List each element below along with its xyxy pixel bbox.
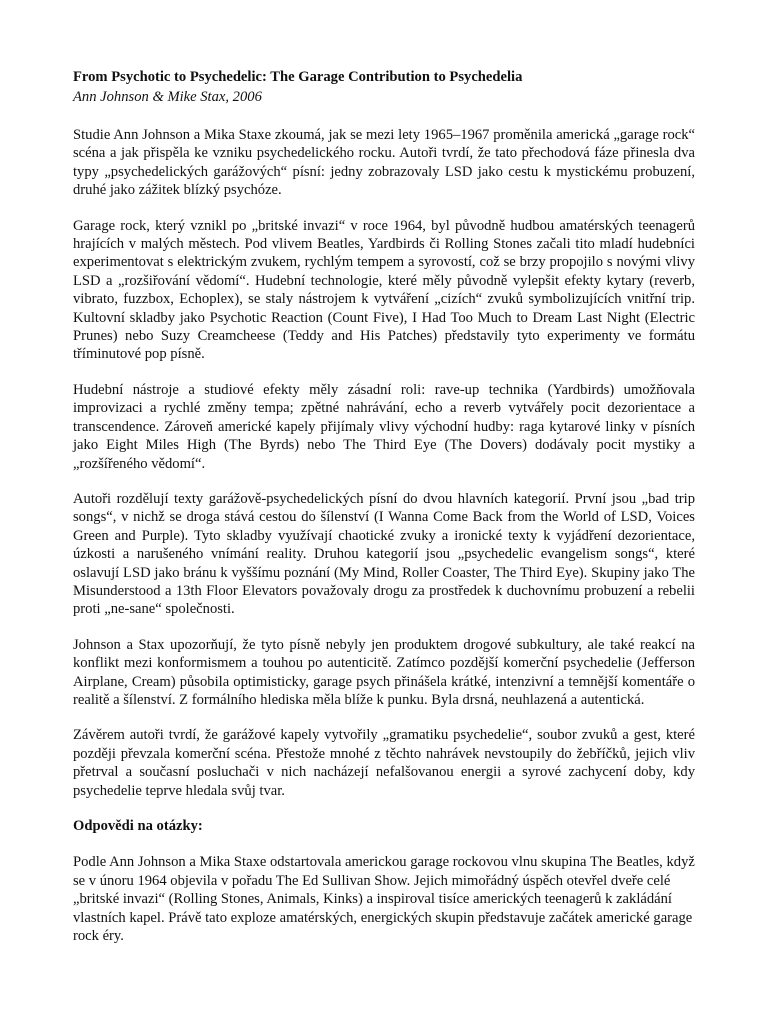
paragraph-intro: Studie Ann Johnson a Mika Staxe zkoumá, jak se mezi lety 1965–1967 proměnila americká „garage rock“ scéna a jak přispěla ke vzniku psychedelického rocku. Autoři tvrdí, že tato přechodová fáze přinesla dva typy „psychedelických garážových“ písní: jedny zobrazovaly LSD jako cestu k mystickému probuzení, druhé jako zážitek blízký psychóze. — [73, 127, 695, 199]
answer-paragraph: Podle Ann Johnson a Mika Staxe odstartovala americkou garage rockovou vlnu skupina The Beatles, když se v únoru 1964 objevila v pořadu The Ed Sullivan Show. Jejich mimořádný úspěch otevřel dveře celé „britské invazi“ (Rolling Stones, Animals, Kinks) a inspiroval tisíce amerických teenagerů k zakládání vlastních kapel. Právě tato exploze amatérských, energických skupin představuje začátek americké garage rock éry. — [73, 854, 695, 945]
paragraph-garage-rock: Garage rock, který vznikl po „britské invazi“ v roce 1964, byl původně hudbou amatérských teenagerů hrajících v malých městech. Pod vlivem Beatles, Yardbirds či Rolling Stones začali tito mladí hudebníci experimentovat s elektrickým zvukem, rychlým tempem a syrovostí, což se brzy propojilo s novými vlivy LSD a „rozšiřování vědomí“. Hudební technologie, které měly původně vylepšit efekty kytary (reverb, vibrato, fuzzbox, Echoplex), se staly nástrojem k vytváření „cizích“ zvuků symbolizujících vnitřní trip. Kultovní skladby jako Psychotic Reaction (Count Five), I Had Too Much to Dream Last Night (Electric Prunes) nebo Suzy Creamcheese (Teddy and His Patches) představily tyto experimenty ve formátu tříminutové pop písně. — [73, 217, 695, 363]
paragraph-subculture: Johnson a Stax upozorňují, že tyto písně nebyly jen produktem drogové subkultury, ale také reakcí na konflikt mezi konformismem a touhou po autenticitě. Zatímco pozdější komerční psychedelie (Jefferson Airplane, Cream) působila optimisticky, garage psych přinášela krátké, intenzivní a temnější komentáře o realitě a šílenství. Z formálního hlediska měla blíže k punku. Byla drsná, neuhlazená a autentická. — [73, 636, 695, 708]
paragraph-lyrics-categories: Autoři rozdělují texty garážově-psychedelických písní do dvou hlavních kategorií. První jsou „bad trip songs“, v nichž se droga stává cestou do šílenství (I Wanna Come Back from the World of LSD, Voices Green and Purple). Tyto skladby využívají chaotické zvuky a ironické texty k vyjádření dezorientace, úzkosti a narušeného vnímání reality. Druhou kategorií jsou „psychedelic evangelism songs“, které oslavují LSD jako bránu k vyššímu poznání (My Mind, Roller Coaster, The Third Eye). Skupiny jako The Misunderstood a 13th Floor Elevators považovaly drogu za prostředek k duchovnímu probuzení a rebelii proti „ne-sane“ společnosti. — [73, 490, 695, 618]
answers-heading: Odpovědi na otázky: — [73, 818, 203, 834]
document-page — [73, 67, 695, 962]
document-authors: Ann Johnson & Mike Stax, 2006 — [73, 89, 262, 105]
document-title: From Psychotic to Psychedelic: The Garage Contribution to Psychedelia — [73, 69, 523, 85]
paragraph-conclusion: Závěrem autoři tvrdí, že garážové kapely vytvořily „gramatiku psychedelie“, soubor zvuků a gest, které později převzala komerční scéna. Přestože mnohé z těchto nahrávek nevstoupily do žebříčků, jejich vliv přetrval a současní posluchači v nich nacházejí nefalšovanou energii a syrové zachycení doby, kdy psychedelie teprve hledala svůj tvar. — [73, 727, 695, 799]
paragraph-instruments: Hudební nástroje a studiové efekty měly zásadní roli: rave-up technika (Yardbirds) umožňovala improvizaci a rychlé změny tempa; zpětné nahrávání, echo a reverb vytvářely pocit dezorientace a transcendence. Zároveň americké kapely přijímaly vlivy východní hudby: raga kytarové linky v písních jako Eight Miles High (The Byrds) nebo The Third Eye (The Dovers) dodávaly pocit mystiky a „rozšířeného vědomí“. — [73, 381, 695, 472]
